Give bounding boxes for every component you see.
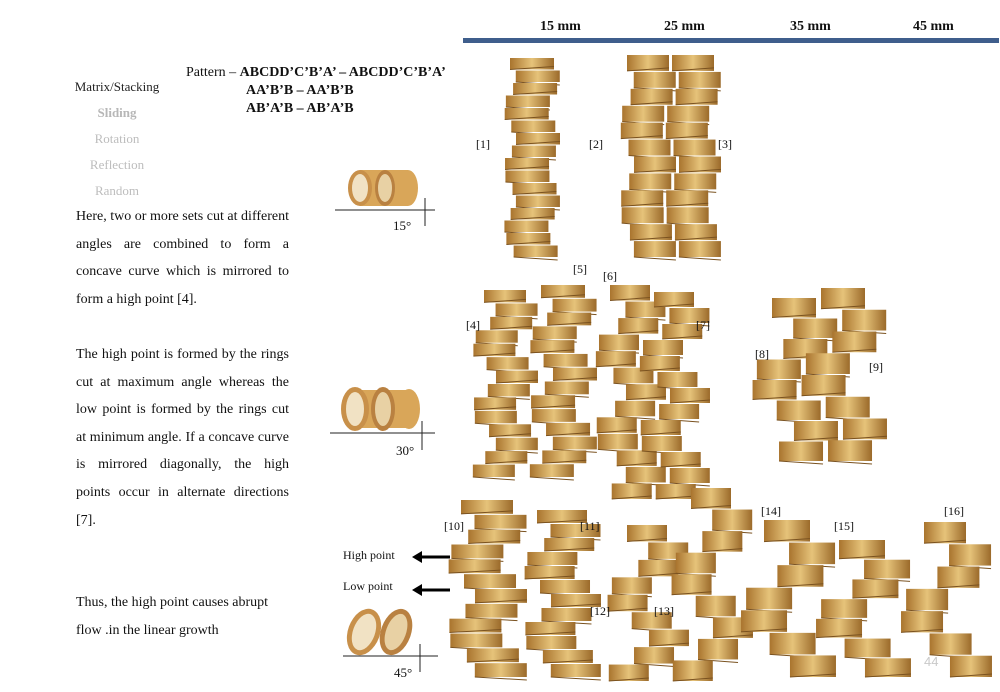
column-16 (901, 522, 992, 677)
bamboo-ring (626, 467, 666, 483)
figure-label-7: [7] (696, 318, 710, 332)
column-1 (504, 58, 560, 260)
bamboo-ring (629, 173, 671, 189)
bamboo-ring (512, 146, 556, 158)
bamboo-ring (530, 464, 574, 477)
bamboo-ring (793, 319, 837, 339)
ring-seam (779, 461, 823, 464)
bamboo-ring (674, 140, 716, 156)
bamboo-ring (924, 522, 966, 543)
bamboo-ring (667, 106, 709, 122)
page-number: 44 (924, 654, 939, 669)
bamboo-ring (526, 636, 576, 649)
bamboo-ring (672, 574, 712, 595)
bamboo-ring (790, 655, 836, 677)
bamboo-ring (551, 664, 601, 677)
column-13 (672, 488, 753, 681)
column-header-35mm: 35 mm (790, 19, 831, 34)
bamboo-ring (691, 488, 731, 509)
bamboo-ring (516, 71, 560, 83)
bamboo-ring (930, 633, 972, 654)
bamboo-ring (473, 465, 515, 477)
figure-label-15: [15] (834, 519, 854, 533)
bamboo-ring (615, 401, 655, 417)
figure-label-1: [1] (476, 137, 490, 151)
bamboo-ring (679, 72, 721, 88)
bamboo-ring (821, 599, 867, 618)
bamboo-ring (634, 241, 676, 257)
bamboo-ring (505, 171, 549, 183)
bamboo-ring (864, 560, 910, 579)
bamboo-ring (712, 510, 752, 531)
bamboo-ring (949, 544, 991, 565)
figure-label-11: [11] (580, 519, 600, 533)
menu-item-reflection[interactable]: Reflection (89, 157, 145, 172)
menu-item-sliding[interactable]: Sliding (97, 105, 137, 120)
bamboo-ring (540, 580, 590, 593)
column-4 (473, 290, 538, 480)
figure-label-12: [12] (590, 604, 610, 618)
bamboo-ring (598, 434, 638, 450)
bamboo-ring (516, 196, 560, 208)
bamboo-ring (746, 588, 792, 610)
bamboo-ring (777, 401, 821, 421)
bamboo-ring (657, 372, 697, 387)
bamboo-ring (673, 660, 713, 681)
bamboo-ring (511, 121, 555, 133)
bamboo-ring (451, 545, 503, 559)
bamboo-ring (545, 382, 589, 395)
bamboo-ring (679, 241, 721, 257)
bamboo-ring (514, 246, 558, 258)
figure-label-5: [5] (573, 262, 587, 276)
pattern-line-3: AB’A’B – AB’A’B (246, 101, 354, 116)
bamboo-ring (821, 288, 865, 309)
menu-item-matrix-stacking[interactable]: Matrix/Stacking (74, 79, 160, 94)
column-14 (741, 520, 836, 677)
bamboo-ring (698, 639, 738, 660)
figure-label-9: [9] (869, 360, 883, 374)
bamboo-ring (527, 552, 577, 565)
column-12 (608, 525, 689, 681)
angle-label-45: 45° (394, 665, 413, 680)
pattern-line-2: AA’B’B – AA’B’B (246, 83, 354, 98)
bamboo-ring (541, 608, 591, 621)
bamboo-ring (674, 173, 716, 189)
bamboo-ring (487, 357, 529, 369)
pattern-prefix: Pattern – (186, 65, 240, 80)
bamboo-ring (504, 221, 548, 233)
figure-label-13: [13] (654, 604, 674, 618)
column-6 (596, 285, 666, 499)
bamboo-ring (826, 397, 870, 418)
high-point-label: High point (343, 548, 395, 562)
bamboo-ring (843, 419, 887, 440)
bamboo-ring (676, 553, 716, 574)
bamboo-ring (777, 565, 823, 587)
column-header-25mm: 25 mm (664, 19, 705, 34)
paragraph-3: Thus, the high point causes abrupt flow .in the linear growth (76, 595, 269, 638)
ring-seam (828, 461, 872, 464)
bamboo-ring (622, 207, 664, 223)
bamboo-ring (629, 140, 671, 156)
figure-label-8: [8] (755, 347, 769, 361)
bamboo-ring (779, 442, 823, 462)
bamboo-ring (553, 437, 597, 450)
bamboo-ring (643, 340, 683, 355)
menu-item-random[interactable]: Random (94, 183, 140, 198)
ring-seam (475, 677, 527, 680)
bamboo-ring (950, 656, 992, 677)
bamboo-ring (544, 354, 588, 367)
bamboo-ring (906, 589, 948, 610)
bamboo-ring (789, 543, 835, 565)
bamboo-ring (764, 520, 810, 542)
paragraph-2: The high point is formed by the rings cut at maximum angle whereas the low point is formed by the rings cut at minimum angle. If a concave curve is mirrored diagonally, the high points occur in alternate directions [7]. (76, 347, 289, 528)
bamboo-ring (702, 531, 742, 552)
figure-label-16: [16] (944, 504, 964, 518)
bamboo-ring (634, 647, 674, 663)
bamboo-ring (670, 468, 710, 483)
bamboo-ring (757, 360, 801, 380)
bamboo-ring (450, 634, 502, 648)
bamboo-ring (506, 96, 550, 108)
bamboo-ring (488, 384, 530, 396)
ring-seam (551, 677, 601, 680)
bamboo-ring (832, 332, 876, 353)
bamboo-ring (532, 409, 576, 422)
bamboo-ring (642, 436, 682, 451)
ring-seam (473, 477, 515, 480)
bamboo-ring (533, 326, 577, 339)
low-point-label: Low point (343, 579, 393, 593)
figure-label-2: [2] (589, 137, 603, 151)
bamboo-ring (937, 567, 979, 588)
figure-label-6: [6] (603, 269, 617, 283)
bamboo-ring (806, 353, 850, 374)
bamboo-ring (842, 310, 886, 331)
bamboo-ring (474, 515, 526, 529)
bamboo-ring (696, 596, 736, 617)
bamboo-ring (475, 411, 517, 423)
column-2 (621, 55, 676, 260)
bamboo-ring (599, 335, 639, 351)
bamboo-ring (496, 438, 538, 450)
bamboo-ring (634, 72, 676, 88)
bamboo-ring (464, 574, 516, 588)
column-header-45mm: 45 mm (913, 19, 954, 34)
angle-label-30: 30° (396, 443, 415, 458)
bamboo-ring (901, 611, 943, 632)
ring-seam (514, 257, 558, 260)
bamboo-ring (828, 440, 872, 461)
angle-label-15: 15° (393, 218, 412, 233)
bamboo-ring (770, 633, 816, 655)
bamboo-ring (465, 604, 517, 618)
ring-seam (530, 477, 574, 480)
pattern-seq-1: ABCDD’C’B’A’ – ABCDD’C’B’A’ (239, 65, 446, 80)
column-5 (530, 285, 597, 480)
paragraph-1: Here, two or more sets cut at different angles are combined to form a concave curve which is mirrored to form a high point [4]. (76, 209, 289, 307)
bamboo-ring (741, 610, 787, 632)
bamboo-ring (802, 375, 846, 396)
figure-label-10: [10] (444, 519, 464, 533)
ring-seam (634, 257, 676, 260)
bamboo-ring (622, 106, 664, 122)
column-header-15mm: 15 mm (540, 19, 581, 34)
bamboo-ring (667, 207, 709, 223)
column-11 (525, 510, 601, 680)
bamboo-ring (553, 299, 597, 312)
figure-label-14: [14] (761, 504, 781, 518)
bamboo-ring (659, 404, 699, 419)
bamboo-ring (845, 639, 891, 658)
figure-label-4: [4] (466, 318, 480, 332)
bamboo-ring (475, 663, 527, 677)
figure-label-3: [3] (718, 137, 732, 151)
bamboo-ring (476, 330, 518, 342)
ring-seam (679, 257, 721, 260)
bamboo-ring (496, 303, 538, 315)
bamboo-ring (612, 577, 652, 593)
menu-item-rotation[interactable]: Rotation (94, 131, 140, 146)
